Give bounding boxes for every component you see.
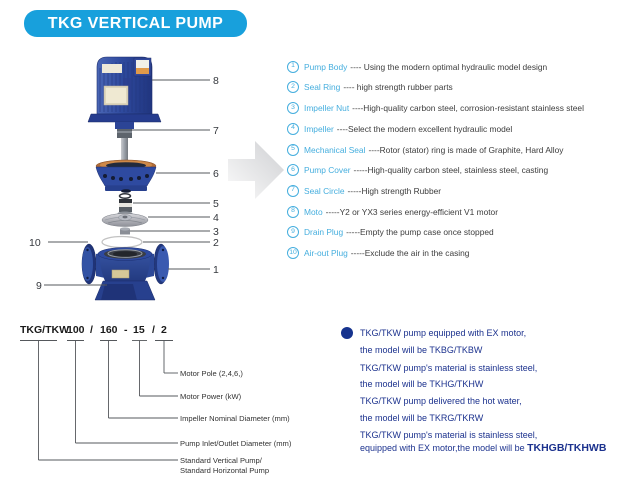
motor-illustration [88, 57, 161, 129]
part-description: ----Rotor (stator) ring is made of Graphite, Hard Alloy [368, 144, 564, 155]
part-description: ----High-quality carbon steel, corrosion-resistant stainless steel [352, 103, 584, 114]
note-line: the model will be TKRG/TKRW [360, 413, 484, 423]
part-name: Impeller [304, 123, 334, 134]
part-number-badge: 2 [287, 81, 299, 93]
part-list-item [287, 246, 617, 260]
bullet-icon [341, 327, 353, 339]
diagram-callout: 1 [213, 264, 219, 276]
part-list-item [287, 226, 617, 240]
impeller-illustration [102, 214, 148, 227]
model-label: Standard Horizontal Pump [180, 466, 270, 475]
impeller-nut-illustration [120, 227, 130, 234]
part-description: ---- high strength rubber parts [343, 82, 453, 93]
model-label: Standard Vertical Pump/ [180, 456, 262, 465]
model-label: Motor Pole (2,4,6,) [180, 369, 243, 378]
model-segment: TKG/TKW [20, 324, 69, 336]
part-list-item [287, 205, 617, 219]
part-list-item [287, 143, 617, 157]
model-label: Impeller Nominal Diameter (mm) [180, 414, 290, 423]
note-line [360, 442, 606, 454]
note-line: TKG/TKW pump's material is stainless steel, [360, 363, 538, 373]
model-segment: / [152, 324, 155, 336]
model-segment: 15 [133, 324, 145, 336]
part-number-badge: 7 [287, 185, 299, 197]
note-line: the model will be TKBG/TKBW [360, 345, 483, 355]
part-description: -----Exclude the air in the casing [350, 247, 470, 258]
part-number-badge: 9 [287, 226, 299, 238]
diagram-callout: 2 [213, 237, 219, 249]
note-line: TKG/TKW pump equipped with EX motor, [360, 328, 527, 338]
model-segment: / [90, 324, 93, 336]
diagram-callout: 10 [29, 237, 41, 249]
right-arrow-icon [228, 139, 286, 201]
part-description: ----Select the modern excellent hydraulic model [336, 123, 513, 134]
part-list-item [287, 184, 617, 198]
model-code-diagram [8, 315, 348, 495]
part-name: Air-out Plug [304, 247, 348, 258]
model-segment: - [124, 324, 128, 336]
parts-list [287, 60, 617, 267]
page-title: TKG VERTICAL PUMP [24, 10, 247, 37]
part-name: Seal Circle [304, 185, 345, 196]
part-name: Drain Plug [304, 227, 344, 238]
part-number-badge: 5 [287, 144, 299, 156]
note-line: the model will be TKHG/TKHW [360, 379, 484, 389]
part-list-item [287, 122, 617, 136]
diagram-callout: 7 [213, 125, 219, 137]
part-name: Moto [304, 206, 323, 217]
pump-body-illustration [82, 244, 169, 300]
part-number-badge: 10 [287, 247, 299, 259]
note-line: TKG/TKW pump delivered the hot water, [360, 396, 522, 406]
seal-ring-illustration [102, 237, 142, 248]
note-model-code: TKHGB/TKHWB [527, 442, 607, 454]
part-number-badge: 4 [287, 123, 299, 135]
part-list-item [287, 60, 617, 74]
part-list-item [287, 81, 617, 95]
part-name: Impeller Nut [304, 103, 350, 114]
model-notes [335, 322, 617, 462]
model-label: Pump Inlet/Outlet Diameter (mm) [180, 439, 292, 448]
part-list-item [287, 101, 617, 115]
part-description: -----High-quality carbon steel, stainless steel, casting [353, 165, 549, 176]
part-description: -----Empty the pump case once stopped [346, 227, 494, 238]
part-number-badge: 3 [287, 102, 299, 114]
part-number-badge: 1 [287, 61, 299, 73]
part-number-badge: 6 [287, 164, 299, 176]
mechanical-seal-illustration [118, 194, 133, 216]
diagram-callout: 4 [213, 212, 219, 224]
model-segment: 160 [100, 324, 118, 336]
diagram-callout: 8 [213, 75, 219, 87]
model-label: Motor Power (kW) [180, 392, 242, 401]
part-name: Pump Body [304, 61, 348, 72]
pump-exploded-diagram [15, 48, 245, 310]
note-line: TKG/TKW pump's material is stainless steel, [360, 430, 538, 440]
part-description: ---- Using the modern optimal hydraulic model design [350, 61, 548, 72]
model-segment: 100 [67, 324, 85, 336]
part-description: -----High strength Rubber [347, 185, 442, 196]
part-number-badge: 8 [287, 206, 299, 218]
pump-cover-illustration [96, 160, 156, 193]
part-list-item [287, 163, 617, 177]
part-description: -----Y2 or YX3 series energy-efficient V1 motor [325, 206, 498, 217]
part-name: Pump Cover [304, 165, 351, 176]
diagram-callout: 5 [213, 198, 219, 210]
note-line-prefix: equipped with EX motor,the model will be [360, 443, 528, 453]
diagram-callout: 6 [213, 168, 219, 180]
diagram-callout: 9 [36, 280, 42, 292]
diagram-callout: 3 [213, 226, 219, 238]
part-name: Mechanical Seal [304, 144, 366, 155]
part-name: Seal Ring [304, 82, 341, 93]
model-code-lines [20, 341, 178, 461]
model-segment: 2 [161, 324, 167, 336]
